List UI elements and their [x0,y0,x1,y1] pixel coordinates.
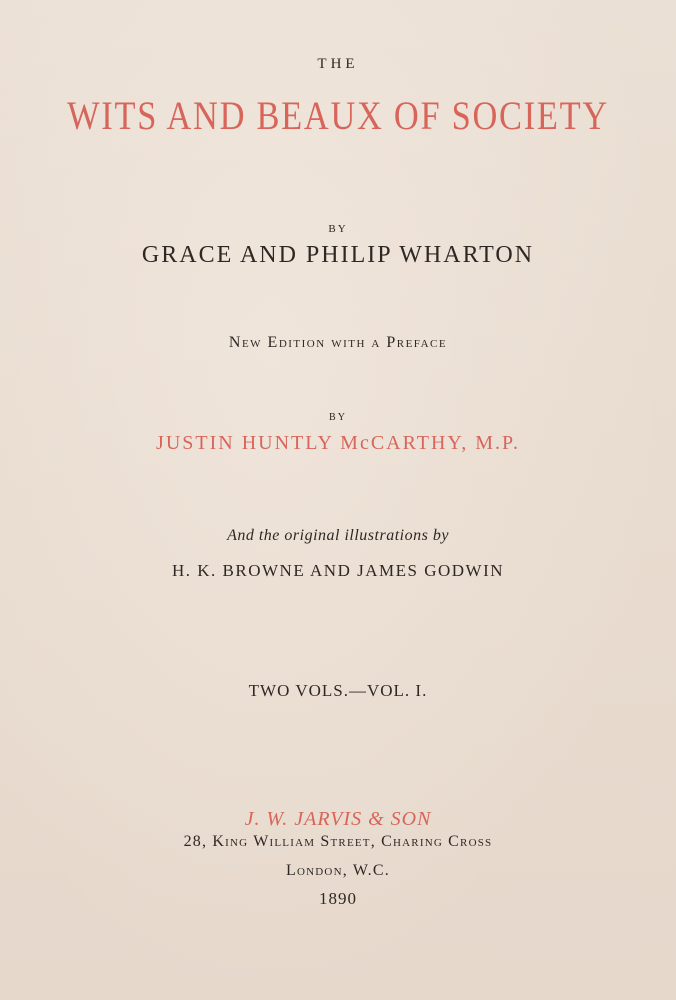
by-label: BY [328,223,348,235]
illustrations-note: And the original illustrations by [227,527,449,544]
book-title: WITS AND BEAUX OF SOCIETY [67,93,609,138]
title-prefix: THE [317,56,359,72]
preface-author: JUSTIN HUNTLY McCARTHY, M.P. [156,432,520,454]
illustrators: H. K. BROWNE AND JAMES GODWIN [171,561,505,580]
preface-by-label: BY [329,412,347,423]
publication-year: 1890 [319,889,357,908]
authors: GRACE AND PHILIP WHARTON [141,242,535,268]
publisher-city: London, W.C. [286,862,390,879]
volume-info: TWO VOLS.—VOL. I. [248,681,428,700]
publisher-address: 28, King William Street, Charing Cross [183,833,493,850]
edition-note: New Edition with a Preface [228,334,448,351]
publisher: J. W. JARVIS & SON [244,808,432,830]
